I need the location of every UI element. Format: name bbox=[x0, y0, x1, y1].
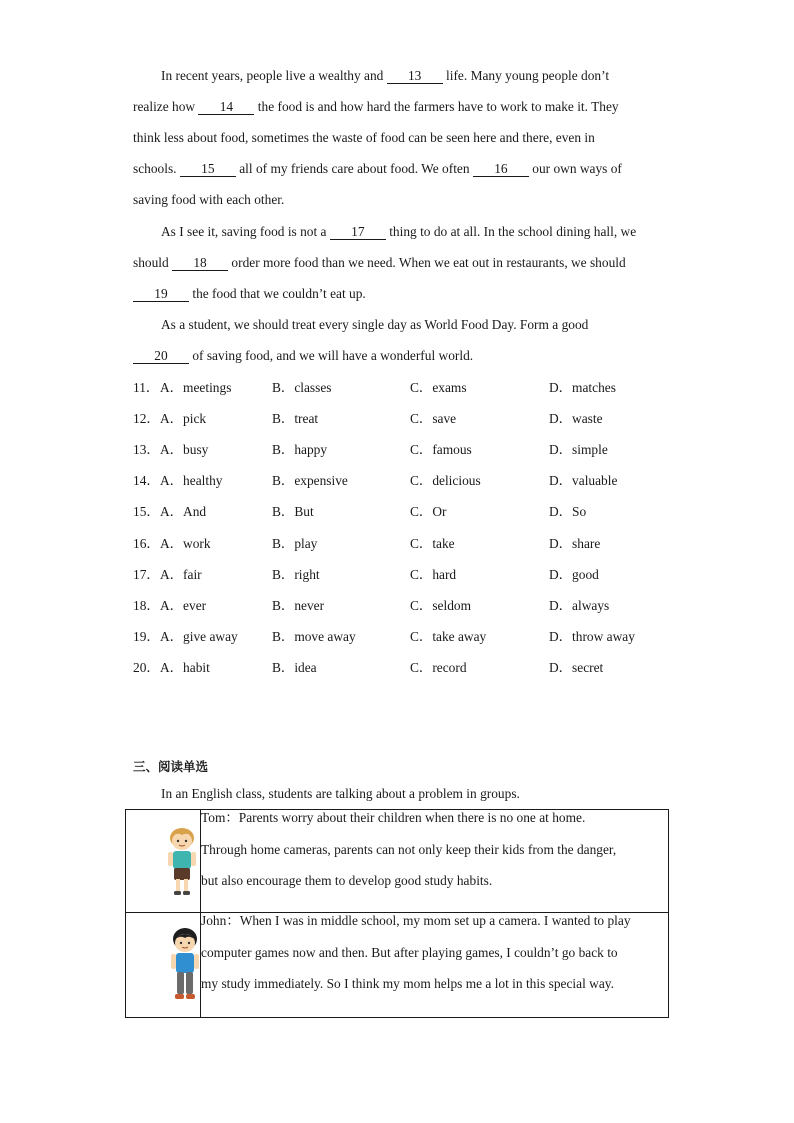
text-run: thing to do at all. In the school dining hall, we bbox=[385, 224, 637, 239]
dialog-row-john bbox=[126, 913, 669, 1018]
dialog-line: computer games now and then. But after playing games, I couldn’t go back to bbox=[201, 944, 618, 960]
passage-p1-line4 bbox=[133, 161, 622, 177]
question-number: 16． bbox=[133, 536, 160, 551]
passage-p2-line3 bbox=[133, 286, 366, 302]
question-number: 17． bbox=[133, 567, 160, 582]
option-c[interactable]: C．Or bbox=[410, 504, 447, 519]
option-d[interactable]: D．throw away bbox=[549, 629, 635, 644]
question-number: 13． bbox=[133, 442, 160, 457]
option-b[interactable]: B．never bbox=[272, 598, 325, 613]
option-b[interactable]: B．treat bbox=[272, 411, 319, 426]
option-d[interactable]: D．matches bbox=[549, 380, 616, 395]
passage-p1-line3: think less about food, sometimes the waste of food can be seen here and there, even in bbox=[133, 130, 595, 145]
passage-p3-line2 bbox=[133, 348, 473, 364]
blank-14: 14 bbox=[198, 100, 254, 115]
option-d[interactable]: D．simple bbox=[549, 442, 608, 457]
question-number: 11． bbox=[133, 380, 160, 395]
text-run: order more food than we need. When we eat out in restaurants, we should bbox=[228, 255, 626, 270]
avatar-cell bbox=[126, 913, 201, 1018]
dialog-row-tom bbox=[126, 810, 669, 913]
option-a[interactable]: A．And bbox=[160, 504, 207, 519]
dialog-line: but also encourage them to develop good study habits. bbox=[201, 873, 493, 888]
boy-avatar-icon bbox=[168, 927, 202, 1003]
section-intro: In an English class, students are talking about a problem in groups. bbox=[161, 786, 520, 801]
passage-p2-line2 bbox=[133, 255, 626, 271]
text-run: life. Many young people don’t bbox=[442, 68, 610, 83]
option-b[interactable]: B．right bbox=[272, 567, 320, 582]
text-run: schools. bbox=[133, 161, 180, 176]
text-run: the food is and how hard the farmers have to work to make it. They bbox=[254, 99, 619, 114]
text-run: all of my friends care about food. We often bbox=[235, 161, 473, 176]
text-run: our own ways of bbox=[528, 161, 622, 176]
text-run: realize how bbox=[133, 99, 199, 114]
option-a[interactable]: A．pick bbox=[160, 411, 207, 426]
question-number: 12． bbox=[133, 411, 160, 426]
option-d[interactable]: D．good bbox=[549, 567, 599, 582]
option-c[interactable]: C．save bbox=[410, 411, 457, 426]
option-a[interactable]: A．give away bbox=[160, 629, 238, 644]
option-b[interactable]: B．move away bbox=[272, 629, 356, 644]
dialog-text-tom bbox=[201, 810, 669, 913]
question-number: 18． bbox=[133, 598, 160, 613]
option-c[interactable]: C．delicious bbox=[410, 473, 481, 488]
option-b[interactable]: B．classes bbox=[272, 380, 332, 395]
blank-15: 15 bbox=[180, 162, 236, 177]
option-c[interactable]: C．exams bbox=[410, 380, 467, 395]
question-number: 19． bbox=[133, 629, 160, 644]
option-a[interactable]: A．work bbox=[160, 536, 211, 551]
dialog-text: Parents worry about their children when there is no one at home. bbox=[238, 810, 586, 825]
dialog-text-john bbox=[201, 913, 669, 1018]
option-c[interactable]: C．take bbox=[410, 536, 455, 551]
option-d[interactable]: D．share bbox=[549, 536, 601, 551]
option-d[interactable]: D．secret bbox=[549, 660, 604, 675]
option-c[interactable]: C．famous bbox=[410, 442, 472, 457]
blank-13: 13 bbox=[387, 69, 443, 84]
dialog-line: Through home cameras, parents can not only keep their kids from the danger, bbox=[201, 841, 617, 857]
blank-17: 17 bbox=[330, 225, 386, 240]
dialog-line bbox=[201, 905, 668, 937]
dialog-line: my study immediately. So I think my mom helps me a lot in this special way. bbox=[201, 976, 614, 991]
text-run: As I see it, saving food is not a bbox=[161, 224, 330, 239]
option-a[interactable]: A．healthy bbox=[160, 473, 223, 488]
text-run: of saving food, and we will have a wonderful world. bbox=[189, 348, 474, 363]
option-b[interactable]: B．happy bbox=[272, 442, 328, 457]
blank-18: 18 bbox=[172, 256, 228, 271]
passage-p1-line1 bbox=[161, 68, 609, 84]
blank-16: 16 bbox=[473, 162, 529, 177]
text-run: In recent years, people live a wealthy and bbox=[161, 68, 387, 83]
blank-20: 20 bbox=[133, 349, 189, 364]
option-b[interactable]: B．expensive bbox=[272, 473, 348, 488]
option-d[interactable]: D．waste bbox=[549, 411, 603, 426]
option-d[interactable]: D．So bbox=[549, 504, 587, 519]
dialog-table bbox=[125, 809, 669, 1018]
question-number: 14． bbox=[133, 473, 160, 488]
question-number: 20． bbox=[133, 660, 160, 675]
option-d[interactable]: D．valuable bbox=[549, 473, 618, 488]
option-a[interactable]: A．fair bbox=[160, 567, 202, 582]
text-run: the food that we couldn’t eat up. bbox=[189, 286, 366, 301]
option-c[interactable]: C．seldom bbox=[410, 598, 472, 613]
option-b[interactable]: B．play bbox=[272, 536, 318, 551]
option-a[interactable]: A．busy bbox=[160, 442, 209, 457]
speaker-separator: ： bbox=[225, 810, 239, 825]
option-a[interactable]: A．ever bbox=[160, 598, 207, 613]
passage-p3-line1: As a student, we should treat every single day as World Food Day. Form a good bbox=[161, 317, 589, 332]
option-c[interactable]: C．take away bbox=[410, 629, 487, 644]
text-run: should bbox=[133, 255, 173, 270]
blank-19: 19 bbox=[133, 287, 189, 302]
option-b[interactable]: B．idea bbox=[272, 660, 317, 675]
speaker-name: John bbox=[201, 913, 227, 928]
speaker-separator: ： bbox=[226, 913, 240, 928]
option-c[interactable]: C．record bbox=[410, 660, 467, 675]
avatar-cell bbox=[126, 810, 201, 913]
speaker-name: Tom bbox=[201, 810, 226, 825]
passage-p2-line1 bbox=[161, 224, 636, 240]
option-a[interactable]: A．meetings bbox=[160, 380, 232, 395]
option-d[interactable]: D．always bbox=[549, 598, 610, 613]
passage-p1-line5: saving food with each other. bbox=[133, 192, 285, 207]
section-title: 三、阅读单选 bbox=[133, 759, 209, 774]
option-b[interactable]: B．But bbox=[272, 504, 314, 519]
boy-avatar-icon bbox=[164, 826, 200, 898]
dialog-text: When I was in middle school, my mom set up a camera. I wanted to play bbox=[239, 913, 631, 928]
dialog-line bbox=[201, 802, 668, 834]
option-c[interactable]: C．hard bbox=[410, 567, 457, 582]
passage-p1-line2 bbox=[133, 99, 619, 115]
question-number: 15． bbox=[133, 504, 160, 519]
option-a[interactable]: A．habit bbox=[160, 660, 210, 675]
